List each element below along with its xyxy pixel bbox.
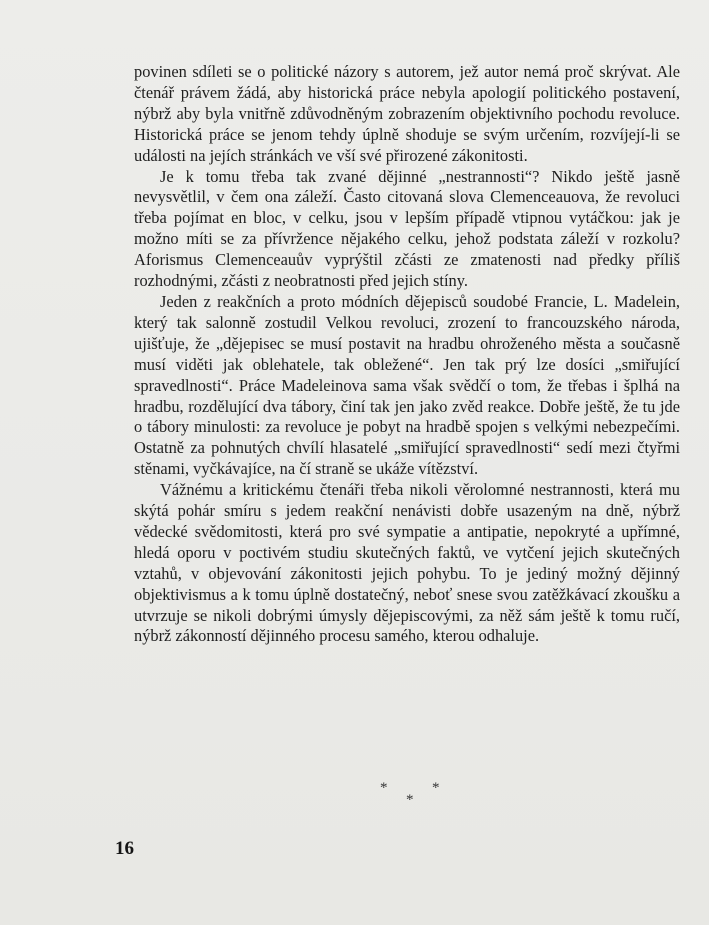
section-separator — [372, 780, 442, 810]
paragraph-3: Jeden z reakčních a proto módních dějepisců soudobé Francie, L. Madelein, který tak salonně zostudil Velkou revoluci, zrození to francouzského národa, ujišťuje, že „dějepisec se musí postavit na hradbu ohroženého města a současně musí viděti jak oblehatele, tak obležené“. Jen tak prý lze dosíci „smiřující spravedlnosti“. Práce Madeleinova sama však svědčí o tom, že třebas i šplhá na hradbu, rozdělující dva tábory, činí tak jen jako zvěd reakce. Dobře ještě, že tu jde o tábory minulosti: za revoluce je pobyt na hradbě spojen s velkými nebezpečími. Ostatně za pohnutých chvílí hlasatelé „smiřující spravedlnosti“ sedí mezi čtyřmi stěnami, vyčkávajíce, na čí straně se ukáže vítězství. — [134, 291, 680, 479]
paragraph-1: povinen sdíleti se o politické názory s autorem, jež autor nemá proč skrývat. Ale čtenář právem žádá, aby historická práce nebyla apologií politického postavení, nýbrž aby byla vnitřně zdůvodněným zobrazením objektivního pochodu revoluce. Historická práce se jenom tehdy úplně shoduje se svým určením, rozvíjejí-li se události na jejích stránkách ve vší své přirozené zákonitosti. — [134, 62, 680, 165]
paragraph-2: Je k tomu třeba tak zvané dějinné „nestrannosti“? Nikdo ještě jasně nevysvětlil, v čem ona záleží. Často citovaná slova Clemenceauova, že revoluci třeba pojímat en bloc, v celku, jsou v lepším případě vtipnou vytáčkou: jak je možno míti se za přívržence nějakého celku, jehož podstata záleží v rozkolu? Aforismus Clemenceauův vyprýštil zčásti ze zmatenosti nad předky příliš rozhodnými, zčásti z neobratnosti před jejich stíny. — [134, 166, 680, 291]
separator-star-right: * — [432, 780, 440, 796]
page-number: 16 — [115, 838, 134, 859]
body-text — [134, 62, 680, 647]
separator-star-left: * — [380, 780, 388, 796]
paragraph-4: Vážnému a kritickému čtenáři třeba nikoli věrolomné nestrannosti, která mu skýtá pohár smíru s jedem reakční nenávisti dobře usazeným na dně, nýbrž vědecké svědomitosti, která pro své sympatie a antipatie, nepokryté a upřímné, hledá oporu v poctivém studiu skutečných faktů, ve vytčení jejich skutečných vztahů, v objevování zákonitosti jejich pohybu. To je jediný možný dějinný objektivismus a k tomu úplně dostatečný, neboť snese svou zatěžkávací zkoušku a utvrzuje se nikoli dobrými úmysly dějepiscovými, za něž sám ještě k tomu ručí, nýbrž zákonností dějinného procesu samého, kterou odhaluje. — [134, 480, 680, 646]
separator-star-center: * — [406, 792, 414, 808]
